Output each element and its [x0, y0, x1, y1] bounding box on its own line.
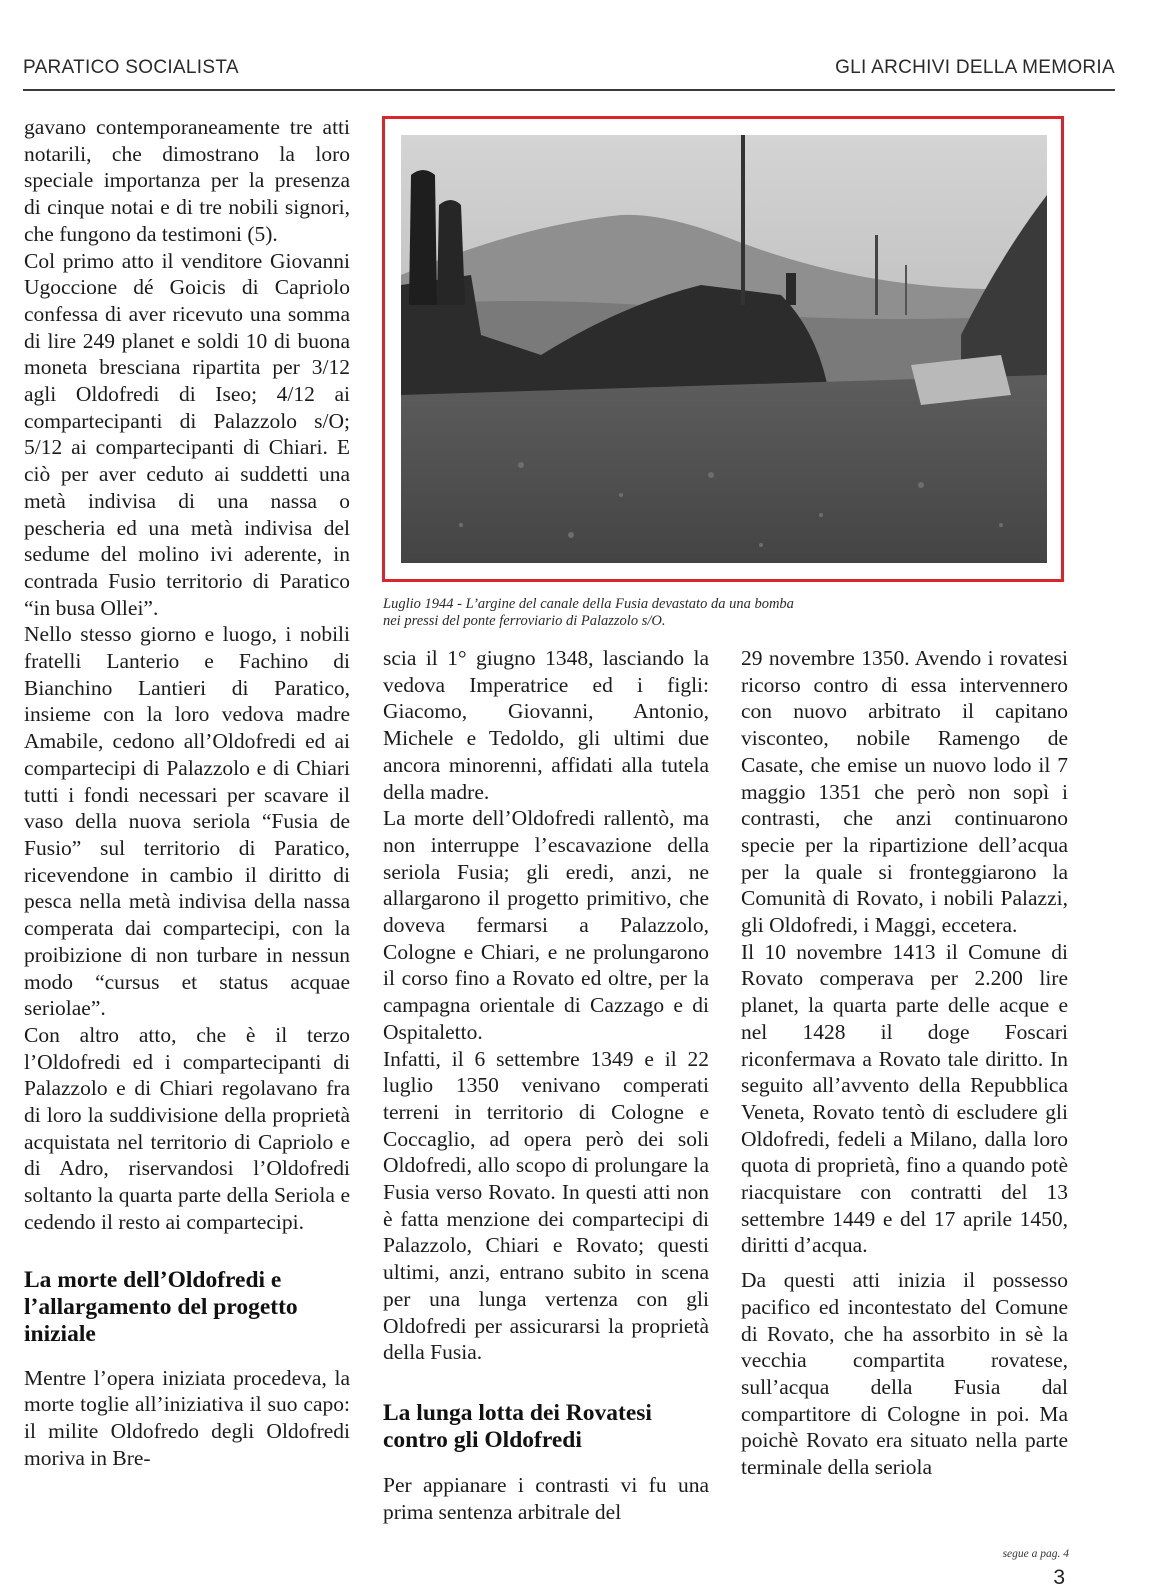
header-section-title: GLI ARCHIVI DELLA MEMORIA	[835, 57, 1115, 78]
paragraph: Infatti, il 6 settembre 1349 e il 22 luglio 1350 venivano comperati terreni in territorio di Cologne e Coccaglio, ad opera però dei soli Oldofredi, allo scopo di prolungare la Fusia verso Rovato. In questi atti non è fatta menzione dei compartecipi di Palazzolo, Chiari e Rovato; questi ultimi, anzi, entrano subito in scena per una lunga vertenza con gli Oldofredi per assicurarsi la proprietà della Fusia.	[383, 1046, 709, 1365]
running-header	[23, 55, 1115, 91]
paragraph: Nello stesso giorno e luogo, i nobili fratelli Lanterio e Fachino di Bianchino Lantieri di Paratico, insieme con la loro vedova madre Amabile, cedono all’Oldofredi ed ai compartecipi di Palazzolo e di Chiari tutti i fondi necessari per scavare il vaso della nuova seriola “Fusia de Fusio” sul territorio di Paratico, ricevendone in cambio il diritto di pesca nella metà indivisa della nassa comperata dai compartecipi, con la proibizione di non turbare in nessun modo “cursus et status acquae seriolae”.	[24, 622, 350, 1021]
paragraph: Per appianare i contrasti vi fu una prima sentenza arbitrale del	[383, 1472, 709, 1524]
paragraph: La morte dell’Oldofredi rallentò, ma non interruppe l’escavazione della seriola Fusia; gli eredi, anzi, ne allargarono il progetto primitivo, che doveva fermarsi a Palazzolo, Cologne e Chiari, e ne prolungarono il corso fino a Rovato ed oltre, per la campagna orientale di Cazzago e di Ospitaletto.	[383, 806, 709, 1044]
caption-line: nei pressi del ponte ferroviario di Palazzolo s/O.	[383, 613, 666, 629]
section-heading: La lunga lotta dei Rovatesi contro gli Oldofredi	[383, 1399, 652, 1453]
paragraph: Con altro atto, che è il terzo l’Oldofredi ed i compartecipanti di Palazzolo e di Chiari regolavano fra di loro la suddivisione della proprietà acquistata nel territorio di Capriolo e di Adro, riservandosi l’Oldofredi soltanto la quarta parte della Seriola e cedendo il resto ai compartecipi.	[24, 1022, 350, 1234]
photo-illustration	[401, 135, 1047, 563]
historical-photo	[401, 135, 1047, 563]
paragraph: gavano contemporaneamente tre atti notarili, che dimostrano la loro speciale importanza per la presenza di cinque notai e di tre nobili signori, che fungono da testimoni (5).	[24, 115, 350, 246]
text-column-1	[24, 114, 350, 1471]
photo-frame	[382, 116, 1064, 582]
text-column-2	[383, 645, 709, 1525]
continued-note: segue a pag. 4	[1002, 1548, 1069, 1560]
header-publication-title: PARATICO SOCIALISTA	[23, 57, 239, 78]
text-column-3	[741, 645, 1068, 1481]
paragraph: scia il 1° giugno 1348, lasciando la vedova Imperatrice ed i figli: Giacomo, Giovanni, Antonio, Michele e Tedoldo, gli ultimi due ancora minorenni, affidati alla tutela della madre.	[383, 646, 709, 804]
paragraph: Col primo atto il venditore Giovanni Ugoccione dé Goicis di Capriolo confessa di aver ricevuto una somma di lire 249 planet e soldi 10 di buona moneta bresciana ripartita per 3/12 agli Oldofredi di Iseo; 4/12 ai compartecipanti di Palazzolo s/O; 5/12 ai compartecipanti di Chiari. E ciò per aver ceduto ai suddetti una metà indivisa di una nassa o pescheria ed una metà indivisa del sedume del molino ivi aderente, in contrada Fusio territorio di Paratico “in busa Ollei”.	[24, 248, 350, 620]
paragraph: Mentre l’opera iniziata procedeva, la morte toglie all’iniziativa il suo capo: il milite Oldofredo degli Oldofredi moriva in Bre-	[24, 1365, 350, 1470]
photo-caption	[383, 596, 943, 630]
paragraph: 29 novembre 1350. Avendo i rovatesi ricorso contro di essa intervennero con nuovo arbitrato il capitano visconteo, nobile Ramengo de Casate, che emise un nuovo lodo il 7 maggio 1351 che però non sopì i contrasti, che anzi continuarono specie per la ripartizione dell’acqua per la quale si fronteggiarono la Comunità di Rovato, i nobili Palazzi, gli Oldofredi, i Maggi, eccetera.	[741, 646, 1068, 938]
page-number: 3	[1053, 1566, 1065, 1589]
paragraph: Il 10 novembre 1413 il Comune di Rovato comperava per 2.200 lire planet, la quarta parte delle acque e nel 1428 il doge Foscari riconfermava a Rovato tale diritto. In seguito all’avvento della Repubblica Veneta, Rovato tentò di escludere gli Oldofredi, fedeli a Milano, dalla loro quota di proprietà, fino a quando potè riacquistare con contratti del 13 settembre 1449 e del 17 aprile 1450, diritti d’acqua.	[741, 939, 1068, 1258]
paragraph: Da questi atti inizia il possesso pacifico ed incontestato del Comune di Rovato, che ha assorbito in sè la vecchia compartita rovatese, sull’acqua della Fusia dal compartitore di Cologne in poi. Ma poichè Rovato era situato nella parte terminale della seriola	[741, 1268, 1068, 1480]
caption-line: Luglio 1944 - L’argine del canale della Fusia devastato da una bomba	[383, 596, 794, 612]
section-heading: La morte dell’Oldofredi e l’allargamento del progetto iniziale	[24, 1266, 298, 1347]
